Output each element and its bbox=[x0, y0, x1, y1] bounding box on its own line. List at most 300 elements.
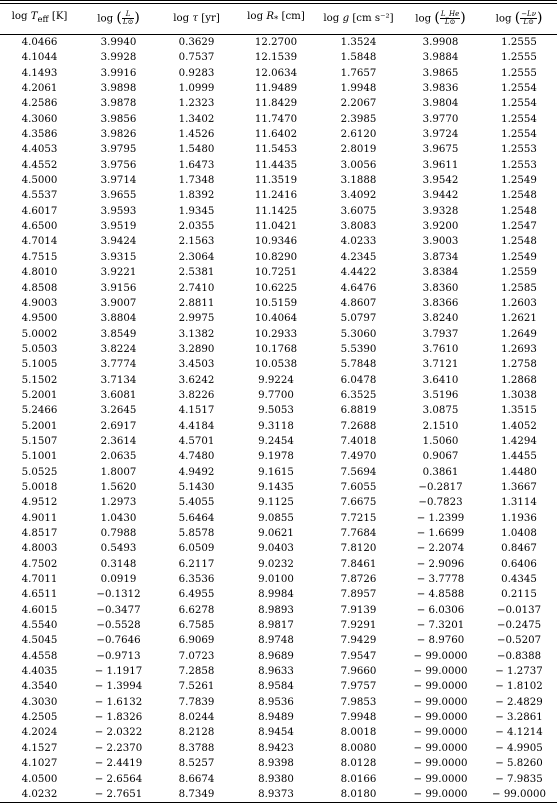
cell-gravity: 2.8019 bbox=[340, 144, 377, 156]
cell-luminosity: 2.0635 bbox=[100, 451, 137, 463]
cell-tau: 8.6674 bbox=[178, 773, 215, 785]
cell-teff: 4.7014 bbox=[21, 236, 58, 248]
cell-lhe: − 99.0000 bbox=[413, 696, 468, 708]
cell-teff: 5.0503 bbox=[21, 343, 58, 355]
cell-lhe: 3.9442 bbox=[422, 190, 459, 202]
cell-radius: 8.9584 bbox=[258, 681, 294, 693]
cell-lhe: 3.9611 bbox=[422, 159, 459, 171]
cell-lnu: 1.2555 bbox=[501, 52, 537, 64]
table-row bbox=[0, 679, 557, 694]
cell-lhe: 3.8384 bbox=[422, 267, 459, 279]
cell-teff: 4.3586 bbox=[21, 129, 58, 141]
cell-lhe: − 99.0000 bbox=[413, 666, 468, 678]
cell-lhe: 3.7937 bbox=[422, 328, 459, 340]
cell-lhe: 1.5060 bbox=[422, 435, 459, 447]
cell-lnu: 1.3667 bbox=[501, 481, 537, 493]
cell-gravity: 3.1888 bbox=[340, 175, 377, 187]
header-log-teff bbox=[0, 4, 79, 35]
cell-lhe: − 1.6699 bbox=[416, 528, 465, 539]
cell-lhe: 3.8734 bbox=[422, 251, 459, 263]
table-row bbox=[0, 173, 557, 188]
cell-radius: 11.1425 bbox=[254, 205, 298, 217]
cell-gravity: 6.0478 bbox=[340, 374, 377, 386]
cell-radius: 11.3519 bbox=[254, 175, 298, 187]
header-prefix: log bbox=[97, 13, 117, 25]
cell-luminosity: 0.7988 bbox=[100, 528, 137, 539]
cell-luminosity: 2.3614 bbox=[100, 435, 137, 447]
cell-radius: 11.7470 bbox=[254, 113, 298, 125]
cell-lhe: 3.9804 bbox=[422, 98, 459, 110]
cell-lnu: − 2.4829 bbox=[495, 696, 543, 708]
cell-gravity: 4.0233 bbox=[340, 236, 377, 248]
cell-tau: 3.1382 bbox=[178, 328, 215, 340]
cell-radius: 10.5159 bbox=[254, 297, 298, 309]
cell-lnu: 1.3114 bbox=[501, 497, 537, 509]
cell-teff: 4.7011 bbox=[21, 574, 58, 586]
cell-tau: 4.9492 bbox=[178, 466, 215, 478]
cell-lnu: 1.2553 bbox=[501, 159, 537, 171]
cell-teff: 4.2586 bbox=[21, 98, 58, 110]
header-unit: [cm s⁻²] bbox=[349, 13, 394, 25]
cell-radius: 8.9489 bbox=[258, 712, 294, 724]
cell-gravity: 5.7848 bbox=[340, 359, 377, 371]
cell-lnu: 1.2549 bbox=[501, 251, 537, 263]
cell-luminosity: 1.0430 bbox=[100, 512, 137, 524]
cell-tau: 1.4526 bbox=[178, 129, 215, 141]
cell-lnu: 1.2554 bbox=[501, 129, 537, 141]
table-row bbox=[0, 772, 557, 787]
cell-lhe: 3.9328 bbox=[422, 205, 459, 217]
cell-radius: 8.9536 bbox=[258, 696, 294, 708]
cell-radius: 10.0538 bbox=[254, 359, 298, 371]
table-row bbox=[0, 587, 557, 602]
cell-teff: 4.9003 bbox=[21, 297, 58, 309]
cell-lnu: 0.2115 bbox=[501, 589, 537, 601]
cell-gravity: 7.9853 bbox=[340, 696, 377, 708]
cell-lhe: − 1.2399 bbox=[416, 512, 465, 524]
cell-tau: 7.0723 bbox=[178, 650, 215, 662]
cell-tau: 5.6464 bbox=[178, 512, 215, 524]
table-row bbox=[0, 142, 557, 157]
cell-lnu: 1.2548 bbox=[501, 205, 537, 217]
cell-lnu: − 5.8260 bbox=[495, 758, 543, 770]
table-row bbox=[0, 204, 557, 219]
cell-radius: 9.0100 bbox=[258, 574, 294, 586]
table-row bbox=[0, 557, 557, 572]
cell-radius: 10.1768 bbox=[254, 343, 298, 355]
cell-gravity: 7.6055 bbox=[340, 481, 377, 493]
cell-lnu: 1.4294 bbox=[501, 435, 537, 447]
cell-lhe: − 6.0306 bbox=[416, 604, 465, 616]
cell-gravity: 7.8726 bbox=[340, 574, 377, 586]
cell-gravity: 5.0797 bbox=[340, 313, 377, 325]
table-row bbox=[0, 434, 557, 449]
cell-lnu: 1.2649 bbox=[501, 328, 537, 340]
cell-luminosity: 3.9156 bbox=[100, 282, 137, 294]
cell-lhe: 3.8360 bbox=[422, 282, 459, 294]
cell-gravity: 4.2345 bbox=[340, 251, 377, 263]
cell-gravity: 7.5694 bbox=[340, 466, 377, 478]
cell-tau: 8.5257 bbox=[178, 758, 215, 770]
cell-luminosity: 3.2645 bbox=[100, 405, 137, 417]
cell-luminosity: 3.9878 bbox=[100, 98, 137, 110]
header-symbol: R bbox=[266, 11, 274, 23]
cell-luminosity: 3.8224 bbox=[100, 343, 137, 355]
cell-gravity: 7.7684 bbox=[340, 528, 377, 539]
cell-radius: 10.8290 bbox=[254, 251, 298, 263]
cell-gravity: 7.9139 bbox=[340, 604, 377, 616]
cell-lnu: 1.2549 bbox=[501, 175, 537, 187]
cell-teff: 4.5540 bbox=[21, 620, 58, 632]
cell-lnu: − 4.9905 bbox=[495, 742, 543, 754]
header-log-lnu: log ( $\frac{-L\nu}{L⊙}$ ) bbox=[481, 4, 557, 35]
cell-tau: 6.4955 bbox=[178, 589, 215, 601]
table-row bbox=[0, 81, 557, 96]
table-row bbox=[0, 219, 557, 234]
table-row bbox=[0, 787, 557, 803]
cell-radius: 9.0855 bbox=[258, 512, 294, 524]
cell-teff: 4.6015 bbox=[21, 604, 58, 616]
table-row bbox=[0, 495, 557, 510]
header-row bbox=[0, 4, 557, 35]
table-row bbox=[0, 188, 557, 203]
cell-lnu: 0.8467 bbox=[501, 543, 537, 555]
cell-gravity: 1.9948 bbox=[340, 83, 377, 95]
cell-lnu: 1.2554 bbox=[501, 98, 537, 110]
cell-radius: 9.7700 bbox=[258, 389, 294, 401]
cell-lhe: 3.9200 bbox=[422, 221, 459, 233]
cell-radius: 11.4435 bbox=[254, 159, 298, 171]
table-row bbox=[0, 373, 557, 388]
cell-gravity: 7.9291 bbox=[340, 620, 377, 632]
cell-luminosity: 3.9655 bbox=[100, 190, 137, 202]
cell-teff: 5.1005 bbox=[21, 359, 58, 371]
cell-teff: 4.7515 bbox=[21, 251, 58, 263]
cell-tau: 2.3064 bbox=[178, 251, 215, 263]
cell-luminosity: − 1.3994 bbox=[94, 681, 143, 693]
cell-gravity: 7.7215 bbox=[340, 512, 377, 524]
cell-gravity: 3.0056 bbox=[340, 159, 377, 171]
cell-gravity: 8.0180 bbox=[317, 787, 400, 803]
cell-teff: 4.0232 bbox=[0, 787, 79, 803]
cell-radius: 8.9893 bbox=[258, 604, 294, 616]
cell-lhe: 3.9865 bbox=[422, 67, 459, 79]
cell-tau: 3.6242 bbox=[178, 374, 215, 386]
cell-tau: 2.7410 bbox=[178, 282, 215, 294]
cell-lnu: −0.2475 bbox=[496, 620, 542, 632]
header-prefix: log bbox=[495, 13, 515, 25]
cell-teff: 4.5537 bbox=[21, 190, 58, 202]
cell-gravity: 7.9757 bbox=[340, 681, 377, 693]
cell-lnu: 1.2758 bbox=[501, 359, 537, 371]
table-row bbox=[0, 526, 557, 541]
cell-lnu: 1.2554 bbox=[501, 83, 537, 95]
table-row bbox=[0, 449, 557, 464]
table-row bbox=[0, 311, 557, 326]
cell-luminosity: 1.8007 bbox=[100, 466, 137, 478]
cell-gravity: 7.8957 bbox=[340, 589, 377, 601]
table-row bbox=[0, 35, 557, 51]
cell-radius: 12.1539 bbox=[254, 52, 298, 64]
cell-luminosity: 3.9714 bbox=[100, 175, 137, 187]
table-row bbox=[0, 541, 557, 556]
cell-lnu: −0.8388 bbox=[496, 650, 542, 662]
header-prefix: log bbox=[173, 13, 193, 25]
cell-lhe: 3.9836 bbox=[422, 83, 459, 95]
cell-lnu: 1.4455 bbox=[501, 451, 537, 463]
cell-luminosity: 3.9856 bbox=[100, 113, 137, 125]
cell-tau: 2.1563 bbox=[178, 236, 215, 248]
header-log-gravity bbox=[317, 4, 400, 35]
cell-teff: 5.0525 bbox=[21, 466, 58, 478]
cell-teff: 4.1527 bbox=[21, 742, 58, 754]
cell-radius: 12.2700 bbox=[254, 37, 298, 48]
cell-teff: 5.1001 bbox=[21, 451, 58, 463]
cell-lhe: 3.8366 bbox=[422, 297, 459, 309]
cell-radius: 11.6402 bbox=[254, 129, 298, 141]
cell-tau: 1.7348 bbox=[178, 175, 215, 187]
cell-lnu: 1.3038 bbox=[501, 389, 537, 401]
cell-lnu: 1.2868 bbox=[501, 374, 537, 386]
cell-lnu: 1.4480 bbox=[501, 466, 537, 478]
cell-radius: 8.9748 bbox=[258, 635, 294, 647]
table-row bbox=[0, 741, 557, 756]
cell-luminosity: 3.9928 bbox=[100, 52, 137, 64]
cell-lnu: 1.2559 bbox=[501, 267, 537, 279]
cell-radius: 11.2416 bbox=[254, 190, 298, 202]
cell-gravity: 7.6675 bbox=[340, 497, 377, 509]
cell-lhe: 0.9067 bbox=[422, 451, 459, 463]
cell-teff: 4.8003 bbox=[21, 543, 58, 555]
cell-radius: 8.9984 bbox=[258, 589, 294, 601]
cell-tau: 3.8226 bbox=[178, 389, 215, 401]
cell-tau: 4.1517 bbox=[178, 405, 215, 417]
cell-lhe: − 99.0000 bbox=[413, 650, 468, 662]
cell-luminosity: 3.6081 bbox=[100, 389, 137, 401]
cell-tau: 8.7349 bbox=[158, 787, 235, 803]
cell-teff: 4.4053 bbox=[21, 144, 58, 156]
cell-tau: 0.7537 bbox=[178, 52, 215, 64]
cell-teff: 4.3060 bbox=[21, 113, 58, 125]
header-prefix: log bbox=[247, 11, 267, 23]
table-row bbox=[0, 664, 557, 679]
cell-gravity: 7.2688 bbox=[340, 420, 377, 432]
cell-tau: 7.5261 bbox=[178, 681, 215, 693]
cell-teff: 4.9011 bbox=[21, 512, 58, 524]
cell-tau: 8.0244 bbox=[178, 712, 215, 724]
cell-teff: 5.2001 bbox=[21, 389, 58, 401]
table-row bbox=[0, 725, 557, 740]
cell-luminosity: 3.7774 bbox=[100, 359, 137, 371]
cell-lnu: 1.2693 bbox=[501, 343, 537, 355]
cell-gravity: 4.6476 bbox=[340, 282, 377, 294]
cell-lnu: −0.5207 bbox=[496, 635, 542, 647]
cell-radius: 9.3118 bbox=[258, 420, 294, 432]
cell-lhe: 3.9908 bbox=[422, 37, 459, 48]
cell-teff: 4.2505 bbox=[21, 712, 58, 724]
cell-lhe: − 99.0000 bbox=[413, 742, 468, 754]
cell-tau: 8.2128 bbox=[178, 727, 215, 739]
cell-teff: 4.1027 bbox=[21, 758, 58, 770]
cell-lnu: 1.3515 bbox=[501, 405, 537, 417]
cell-gravity: 2.3985 bbox=[340, 113, 377, 125]
cell-radius: 9.1615 bbox=[258, 466, 294, 478]
header-fraction: $\frac{-L\nu}{L⊙}$ bbox=[521, 10, 536, 27]
cell-luminosity: − 2.2370 bbox=[94, 742, 143, 754]
cell-lnu: − 99.0000 bbox=[481, 787, 557, 803]
cell-radius: 11.8429 bbox=[254, 98, 298, 110]
cell-luminosity: − 1.8326 bbox=[94, 712, 143, 724]
cell-gravity: 6.3525 bbox=[340, 389, 377, 401]
cell-lhe: 3.0875 bbox=[422, 405, 459, 417]
cell-lnu: − 1.2737 bbox=[495, 666, 543, 678]
cell-gravity: 6.8819 bbox=[340, 405, 377, 417]
cell-tau: 4.4184 bbox=[178, 420, 215, 432]
cell-teff: 5.2466 bbox=[21, 405, 58, 417]
cell-lhe: 3.9675 bbox=[422, 144, 459, 156]
table-row bbox=[0, 96, 557, 111]
cell-lhe: 0.3861 bbox=[422, 466, 459, 478]
cell-tau: 5.8578 bbox=[178, 528, 215, 539]
cell-tau: 1.3402 bbox=[178, 113, 215, 125]
cell-gravity: 8.0166 bbox=[340, 773, 377, 785]
cell-lnu: 1.2547 bbox=[501, 221, 537, 233]
cell-gravity: 7.9429 bbox=[340, 635, 377, 647]
cell-lnu: − 1.8102 bbox=[495, 681, 543, 693]
cell-luminosity: − 1.1917 bbox=[94, 666, 143, 678]
cell-gravity: 2.2067 bbox=[340, 98, 377, 110]
cell-radius: 12.0634 bbox=[254, 67, 298, 79]
table-row bbox=[0, 158, 557, 173]
table-row bbox=[0, 357, 557, 372]
cell-gravity: 3.6075 bbox=[340, 205, 377, 217]
cell-radius: 9.1978 bbox=[258, 451, 294, 463]
table-row bbox=[0, 603, 557, 618]
cell-radius: 9.1125 bbox=[258, 497, 294, 509]
cell-radius: 9.0621 bbox=[258, 528, 294, 539]
cell-teff: 4.8508 bbox=[21, 282, 58, 294]
cell-lnu: −0.0137 bbox=[496, 604, 542, 616]
cell-luminosity: 3.9315 bbox=[100, 251, 137, 263]
cell-radius: 8.9633 bbox=[258, 666, 294, 678]
cell-lhe: − 99.0000 bbox=[413, 773, 468, 785]
cell-teff: 4.6017 bbox=[21, 205, 58, 217]
cell-teff: 4.9500 bbox=[21, 313, 58, 325]
cell-teff: 4.1044 bbox=[21, 52, 58, 64]
cell-gravity: 1.7657 bbox=[340, 67, 377, 79]
cell-lhe: 3.9542 bbox=[422, 175, 459, 187]
cell-tau: 3.2890 bbox=[178, 343, 215, 355]
cell-tau: 2.8811 bbox=[178, 297, 215, 309]
cell-lnu: 1.2621 bbox=[501, 313, 537, 325]
table-row bbox=[0, 342, 557, 357]
table-row bbox=[0, 756, 557, 771]
header-log-lhe: log ( $\frac{L\_He}{L⊙}$ ) bbox=[400, 4, 481, 35]
table-row bbox=[0, 127, 557, 142]
cell-luminosity: 0.3148 bbox=[100, 558, 137, 570]
cell-tau: 7.2858 bbox=[178, 666, 215, 678]
cell-luminosity: −0.5528 bbox=[96, 620, 141, 632]
cell-teff: 4.2024 bbox=[21, 727, 58, 739]
cell-luminosity: 3.9221 bbox=[100, 267, 137, 279]
cell-radius: 11.0421 bbox=[254, 221, 298, 233]
cell-radius: 9.0403 bbox=[258, 543, 294, 555]
cell-tau: 0.3629 bbox=[178, 37, 215, 48]
cell-tau: 2.0355 bbox=[178, 221, 215, 233]
cell-gravity: 8.0128 bbox=[340, 758, 377, 770]
cell-tau: 5.4055 bbox=[178, 497, 215, 509]
header-fraction: $\frac{L\_He}{L⊙}$ bbox=[440, 10, 460, 27]
cell-luminosity: − 1.6132 bbox=[94, 696, 143, 708]
cell-gravity: 7.8461 bbox=[340, 558, 377, 570]
cell-radius: 10.4064 bbox=[254, 313, 298, 325]
cell-teff: 4.1493 bbox=[21, 67, 58, 79]
cell-teff: 5.1502 bbox=[21, 374, 58, 386]
table-row bbox=[0, 234, 557, 249]
cell-gravity: 1.5848 bbox=[340, 52, 377, 64]
header-log-luminosity: log ( $\frac{L}{L⊙}$ ) bbox=[79, 4, 158, 35]
cell-teff: 5.0002 bbox=[21, 328, 58, 340]
cell-lhe: − 3.7778 bbox=[416, 574, 465, 586]
cell-luminosity: 3.9593 bbox=[100, 205, 137, 217]
table-row bbox=[0, 50, 557, 65]
cell-tau: 1.6473 bbox=[178, 159, 215, 171]
cell-tau: 6.6278 bbox=[178, 604, 215, 616]
header-symbol: T bbox=[30, 11, 38, 23]
cell-luminosity: 3.9826 bbox=[100, 129, 137, 141]
cell-lhe: − 2.9096 bbox=[416, 558, 465, 570]
cell-lhe: − 4.8588 bbox=[416, 589, 465, 601]
cell-lhe: 3.9884 bbox=[422, 52, 459, 64]
cell-gravity: 4.4422 bbox=[340, 267, 377, 279]
cell-lhe: 3.9724 bbox=[422, 129, 459, 141]
cell-lhe: − 99.0000 bbox=[413, 727, 468, 739]
table-header bbox=[0, 1, 557, 35]
cell-radius: 10.2933 bbox=[254, 328, 298, 340]
cell-radius: 8.9689 bbox=[258, 650, 294, 662]
cell-radius: 8.9817 bbox=[258, 620, 294, 632]
table-row bbox=[0, 403, 557, 418]
header-subscript: * bbox=[274, 15, 279, 26]
cell-gravity: 4.8607 bbox=[340, 297, 377, 309]
cell-teff: 4.5000 bbox=[21, 175, 58, 187]
cell-teff: 4.4558 bbox=[21, 650, 58, 662]
cell-lnu: 1.0408 bbox=[501, 528, 537, 539]
cell-lhe: − 7.3201 bbox=[416, 620, 465, 632]
cell-lhe: − 99.0000 bbox=[413, 712, 468, 724]
table-row bbox=[0, 250, 557, 265]
cell-lhe: −0.2817 bbox=[418, 481, 463, 493]
cell-luminosity: 0.5493 bbox=[100, 543, 137, 555]
cell-luminosity: 3.7134 bbox=[100, 374, 137, 386]
cell-radius: 10.9346 bbox=[254, 236, 298, 248]
cell-teff: 4.8517 bbox=[21, 528, 58, 539]
table-row bbox=[0, 618, 557, 633]
cell-lhe: 3.5196 bbox=[422, 389, 459, 401]
cell-tau: 1.0999 bbox=[178, 83, 215, 95]
cell-gravity: 7.4970 bbox=[340, 451, 377, 463]
cell-lhe: − 8.9760 bbox=[416, 635, 465, 647]
cell-luminosity: 0.0919 bbox=[100, 574, 137, 586]
cell-radius: 9.1435 bbox=[258, 481, 294, 493]
cell-tau: 6.2117 bbox=[178, 558, 215, 570]
cell-lhe: − 99.0000 bbox=[413, 758, 468, 770]
table-row bbox=[0, 327, 557, 342]
cell-luminosity: 3.9795 bbox=[100, 144, 137, 156]
cell-lnu: 0.6406 bbox=[501, 558, 537, 570]
cell-teff: 4.3540 bbox=[21, 681, 58, 693]
cell-radius: 10.7251 bbox=[254, 267, 298, 279]
